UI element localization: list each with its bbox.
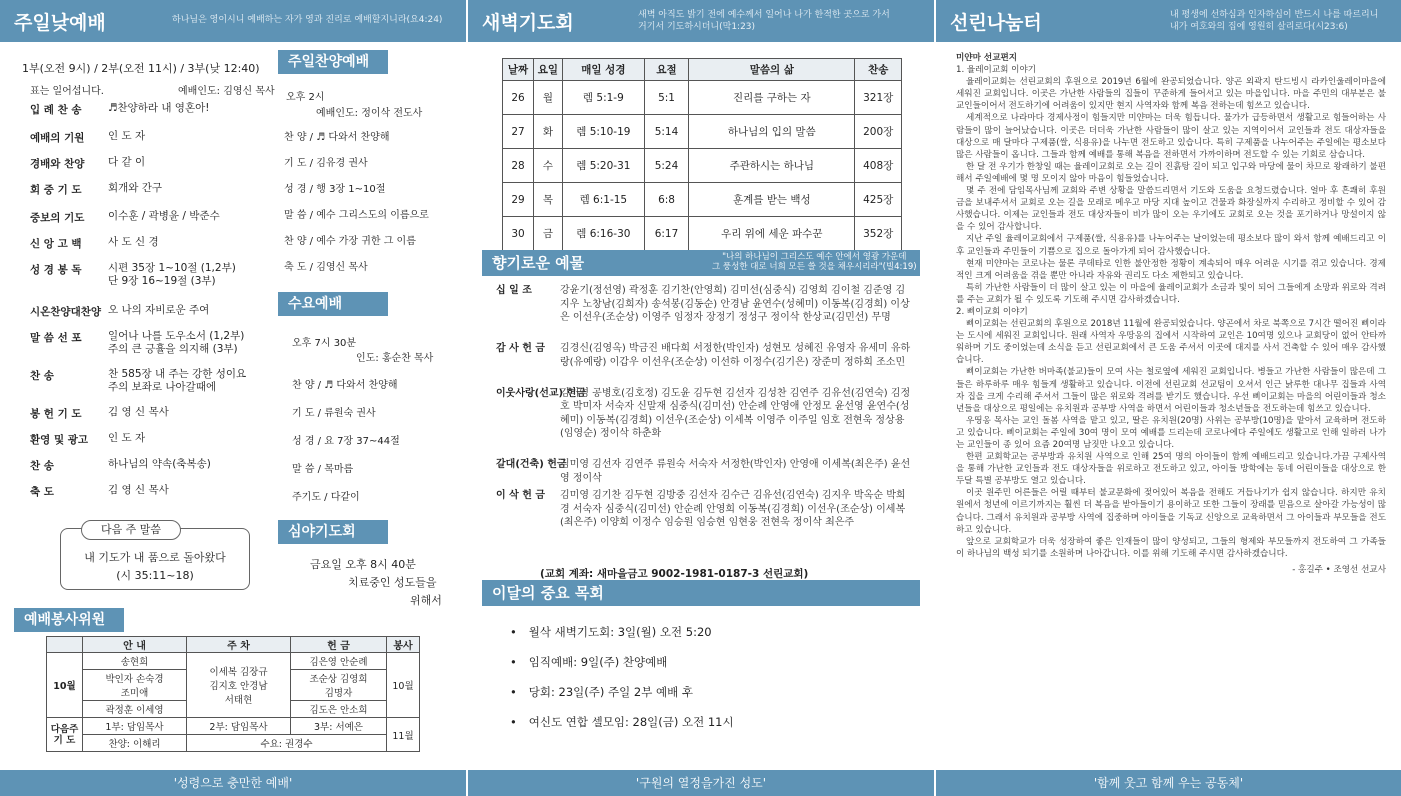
order-label: 예배의 기원: [30, 132, 85, 144]
offering-names: 강윤기(정선영) 곽정훈 김기찬(안영희) 김미선(심중식) 김영희 김이철 김준영 김지우 노창남(김희자) 송석봉(김동순) 안경남 윤연수(성혜미) 이동복(김경희) 이상은 이선우(조순상) 이영주 임정자 장정기 정성구 정이삭 한상교(김민선) 무명: [560, 285, 910, 323]
dawn-cell: 렘 5:1-9: [562, 81, 644, 115]
letter-p10: 우띵옹 목사는 교인 돌봄 사역을 맡고 있고, 딸은 유치원(20명) 사위는 공부방(10명)을 맡아서 교육하며 전도하고 있습니다. 삐이교회는 주일에 30여 명이 모여 예배를 드리는데 코로나에다 주일에도 생활고로 인해 일하러 나가는 교인들이 종 있어 요즘 20여명 남짓만 나오고 있습니다.: [956, 415, 1386, 450]
dawn-cell: 렘 6:1-15: [562, 183, 644, 217]
order-label: 중보의 기도: [30, 212, 85, 224]
volunteer-table: [46, 636, 420, 752]
order-value: ♬찬양하라 내 영혼아!: [108, 102, 210, 114]
dawn-cell: 27: [503, 115, 534, 149]
order-value: 김 영 신 목사: [108, 406, 169, 418]
dawn-table: [502, 58, 902, 251]
offering-item: [496, 458, 911, 485]
order-label: 찬 송: [30, 460, 54, 472]
order-value: 김 영 신 목사: [108, 484, 169, 496]
order-value: 인 도 자: [108, 432, 146, 444]
month-event: [510, 654, 667, 670]
dawn-cell: 30: [503, 217, 534, 251]
offering-label: 갈대(건축) 헌금: [496, 459, 567, 470]
month-event-text: 여신도 연합 셀모임: 28일(금) 오전 11시: [528, 715, 734, 729]
order-label: 축 도: [30, 486, 54, 498]
offering-bar: [482, 250, 920, 276]
letter-heading: 미얀마 선교편지: [956, 53, 1018, 63]
dawn-header: [468, 0, 934, 42]
dawn-head-cell: 날짜: [503, 59, 534, 81]
order-item: [30, 236, 270, 251]
dawn-cell: 408장: [855, 149, 902, 183]
mission-letter: [956, 52, 1386, 576]
account-info: (교회 계좌: 새마을금고 9002-1981-0187-3 선린교회): [540, 568, 809, 580]
letter-p9: 삐이교회는 가난한 버마족(불교)들이 모여 사는 철로옆에 세워진 교회입니다. 병들고 가난한 사람들이 많은데 그들은 하루하루 매우 힘들게 생활하고 있습니다. 이전에 선린교회 선교팀이 오셔서 인근 낡루한 대나무 집들과 사역자 집을 크게 수리해 주셔서 그들이 많은 위로와 격려를 받기도 했습니다. 우선 삐이교회는 마을의 어린이들과 청소년들을 대상으로 평일에는 유치원과 공부방 사역을 하면서 어린이들과 청소년들을 전도하는데 힘쓰고 있습니다.: [956, 367, 1386, 414]
order-value: 찬 585장 내 주는 강한 성이요 주의 보좌로 나아갈때에: [108, 368, 247, 393]
offering-item: [496, 387, 911, 441]
letter-section-1: 1. 율레이교회 이야기: [956, 65, 1037, 76]
praise-item: 말 씀 / 예수 그리스도의 이름으로: [284, 210, 429, 221]
order-item: [30, 182, 270, 197]
vol-next-5: 수요: 권경수: [187, 735, 387, 752]
night-line2: 치료중인 성도들을: [348, 576, 437, 589]
order-label: 환영 및 광고: [30, 434, 89, 446]
letter-p6: 현재 미얀마는 코로나는 물론 쿠데타로 인한 불안정한 정황이 계속되어 매우 어려운 시기를 겪고 있습니다. 경제적인 크게 어려움을 겪을 뿐만 아니라 자유와 권리도 다소 제한되고 있습니다.: [956, 258, 1386, 281]
vol-title: 예배봉사위원: [14, 608, 124, 632]
praise-item: 성 경 / 행 3장 1~10절: [284, 184, 386, 195]
wed-item: 주기도 / 다같이: [292, 492, 360, 503]
wed-item: 말 씀 / 목마름: [292, 464, 354, 475]
vol-service-2: 11월: [387, 718, 420, 752]
wed-item: 찬 양 / ♬ 다와서 찬양해: [292, 380, 398, 391]
dawn-cell: 200장: [855, 115, 902, 149]
sharing-title: 선린나눔터: [950, 12, 1042, 34]
dawn-cell: 금: [534, 217, 563, 251]
offering-verse: "나의 하나님이 그리스도 예수 안에서 영광 가운데 그 풍성한 대로 너희 모든 쓸 것을 채우시리라"(빌4:19): [712, 252, 917, 272]
order-label: 성 경 봉 독: [30, 264, 82, 276]
dawn-cell: 6:8: [644, 183, 688, 217]
vol-next-3: 3부: 서예은: [291, 718, 387, 735]
sunday-title: 주일낮예배: [14, 12, 106, 34]
praise-title: 주일찬양예배: [278, 50, 388, 74]
order-value: 하나님의 약속(축복송): [108, 458, 211, 470]
vol-service-1: 10월: [387, 653, 420, 718]
offering-names: 김미영 김기찬 김두현 김방중 김선자 김수근 김유선(김연숙) 김지우 박옥순 박희경 서숙자 심중식(김미선) 안순례 안영희 이동복(김경희) 이선우(조순상) 이세복(최은주) 이양희 이정수 임승원 임승현 임현웅 전현욱 정이삭 최은주: [560, 490, 906, 528]
letter-p12: 이곳 원주민 어른들은 어릴 때부터 불교문화에 젖어있어 복음을 전해도 거듭나기가 쉽지 않습니다. 하지만 유치원에서 청년에 이르기까지는 훨씬 더 복음을 받아들이기 용이하고 또한 그들이 장래를 믿음으로 살아갈 가능성이 많습니다. 그래서 유치원과 공부방 사역에 집중하며 아이들을 기독교 신앙으로 교육하면서 그 아이들과 부모들을 전도하고 있습니다.: [956, 488, 1386, 535]
dawn-cell: 화: [534, 115, 563, 149]
vol-head-parking: 주 차: [187, 637, 291, 653]
letter-p7: 특히 가난한 사람들이 더 많이 살고 있는 이 마을에 율레이교회가 소금과 빛이 되어 그들에게 소망과 위로와 격려를 주는 교회가 될 수 있도록 기도해 주시면 감사하겠습니다.: [956, 282, 1386, 305]
bullet-icon: •: [510, 655, 517, 669]
bullet-icon: •: [510, 715, 517, 729]
order-item: [30, 368, 270, 394]
next-sermon-box: [60, 523, 250, 590]
order-label: 신 앙 고 백: [30, 238, 82, 250]
order-item: [30, 406, 270, 421]
stand-note: 표는 일어섭니다.: [30, 86, 104, 97]
dawn-verse: 새벽 아직도 밝기 전에 예수께서 일어나 나가 한적한 곳으로 가서 거기서 기도하시더니(막1:23): [638, 10, 890, 32]
dawn-row: [503, 115, 902, 149]
wed-item: 성 경 / 요 7장 37~44절: [292, 436, 400, 447]
dawn-cell: 렘 5:20-31: [562, 149, 644, 183]
footer-3: '함께 웃고 함께 우는 공동체': [936, 770, 1401, 796]
order-item: [30, 210, 270, 225]
order-item: [30, 304, 270, 319]
letter-p13: 앞으로 교회학교가 더욱 성장하여 좋은 인재들이 많이 양성되고, 그들의 형제와 부모들까지 전도하여 그 가족들이 하나님의 백성 되기를 소원하며 나아갑니다. 이를 위해 기도해 주시면 감사하겠습니다.: [956, 536, 1386, 559]
offering-label: 십 일 조: [496, 285, 532, 296]
letter-p11: 한편 교회학교는 공부방과 유치원 사역으로 인해 25여 명의 아이들이 함께 예배드리고 있습니다.가끔 구제사역을 통해 가난한 교인들과 전도 대상자들을 위로하고 전도하고 있고, 아이들 방학에는 동네 어린이들을 대상으로 한 두달 특별 공부방도 열고 있습니다.: [956, 452, 1386, 487]
dawn-head-cell: 요절: [644, 59, 688, 81]
footer-2: '구원의 열정을가진 성도': [468, 770, 934, 796]
dawn-cell: 425장: [855, 183, 902, 217]
vol-usher-2: 박인자 손숙경 조미애: [83, 670, 187, 701]
vol-next-4: 찬양: 이해리: [83, 735, 187, 752]
vol-head-offering: 헌 금: [291, 637, 387, 653]
praise-item: 찬 양 / ♬ 다와서 찬양해: [284, 132, 390, 143]
order-value: 회개와 간구: [108, 182, 163, 194]
letter-signature: - 홍길주 • 조영선 선교사: [1292, 564, 1386, 575]
dawn-row: [503, 183, 902, 217]
dawn-cell: 월: [534, 81, 563, 115]
sunday-column: [0, 0, 466, 796]
order-item: [30, 432, 270, 447]
dawn-cell: 렘 5:10-19: [562, 115, 644, 149]
dawn-row: [503, 81, 902, 115]
order-value: 이수훈 / 곽병윤 / 박준수: [108, 210, 220, 222]
order-label: 봉 헌 기 도: [30, 408, 82, 420]
order-item: [30, 102, 270, 117]
month-event-text: 당회: 23일(주) 주일 2부 예배 후: [528, 685, 693, 699]
order-item: [30, 330, 270, 356]
wed-leader: 인도: 홍순찬 목사: [356, 353, 434, 364]
order-label: 입 례 찬 송: [30, 104, 82, 116]
dawn-cell: 렘 6:16-30: [562, 217, 644, 251]
vol-next-2: 2부: 담임목사: [187, 718, 291, 735]
night-title: 심야기도회: [278, 520, 388, 544]
night-line3: 위해서: [410, 594, 442, 607]
dawn-cell: 5:24: [644, 149, 688, 183]
order-value: 사 도 신 경: [108, 236, 159, 248]
vol-next-1: 1부: 담임목사: [83, 718, 187, 735]
wed-item: 기 도 / 류원숙 권사: [292, 408, 376, 419]
vol-month: 10월: [47, 653, 83, 718]
dawn-cell: 26: [503, 81, 534, 115]
offering-title: 향기로운 예물: [492, 254, 585, 272]
praise-time: 오후 2시: [286, 92, 325, 103]
letter-p3: 한 달 전 우기가 한창일 때는 율레이교회로 오는 길이 진흙탕 길이 되고 입구와 마당에 물이 차므로 왕래하기 불편해서 주일예배에 몇 명 모이지 않아 마음이 힘들었습니다.: [956, 161, 1387, 184]
order-label: 시온찬양대찬양: [30, 306, 102, 318]
letter-p2: 세계적으로 나라마다 경제사정이 힘들지만 미얀마는 더욱 힘듭니다. 물가가 급등하면서 생활고로 힘들어하는 사람들이 많이 늘어났습니다. 이곳은 더더욱 가난한 사람들이 많이 살고 있는 지역이어서 교인들과 전도 대상자들을 대상으로 매 달마다 구제품(쌀, 식용유)을 나누면 전도하고 있습니다. 특히 구제품을 나누어주는 주일에는 평소보다 많은 사람들이 옵니다. 그들과 함께 예배를 통해 복음을 전하면서 가까이하며 전도할 수 있는 기회로 삼습니다.: [956, 113, 1386, 160]
order-value: 인 도 자: [108, 130, 146, 142]
bullet-icon: •: [510, 685, 517, 699]
offering-label: 이웃사랑(선교) 헌금: [496, 387, 586, 399]
wed-time: 오후 7시 30분: [292, 338, 357, 349]
vol-head-service: 봉사: [387, 637, 420, 653]
sharing-verse: 내 평생에 선하심과 인자하심이 반드시 나를 따르리니 내가 여호와의 집에 영원히 살리로다(시23:6): [1170, 10, 1379, 32]
offering-names: 김미영 김선자 김연주 류원숙 서숙자 서정한(박인자) 안영애 이세복(최은주) 윤선영 정이삭: [560, 459, 911, 484]
letter-section-2: 2. 삐이교회 이야기: [956, 306, 1028, 317]
praise-item: 축 도 / 김영신 목사: [284, 262, 368, 273]
dawn-cell: 5:1: [644, 81, 688, 115]
dawn-cell: 6:17: [644, 217, 688, 251]
letter-p4: 몇 주 전에 담임목사님께 교회와 주변 상황을 말씀드리면서 기도와 도움을 요청드렸습니다. 얼마 후 흔쾌히 후원금을 보내주셔서 교회로 오는 길을 모래로 메우고 마당 지대 높이고 건물과 화장실까지 수리하고 정비할 수 있어 감사했습니다. 이제는 교인들과 전도 대상자들이 비가 많이 오는 우기에도 교회로 오는 것을 포기하거나 망설이지 않을 수 있어 감사합니다.: [956, 186, 1386, 233]
offering-item: [496, 489, 911, 530]
order-label: 경배와 찬양: [30, 158, 85, 170]
next-sermon-title: 내 기도가 내 품으로 돌아왔다: [84, 551, 226, 564]
dawn-title: 새벽기도회: [482, 12, 574, 34]
letter-p5: 지난 주일 율레이교회에서 구제품(쌀, 식용유)를 나누어주는 날이었는데 평소보다 많이 와서 함께 예배드리고 이후 교인들과 주민들이 기쁨으로 집으로 돌아가게 되어 감사했습니다.: [956, 234, 1386, 257]
praise-item: 찬 양 / 예수 가장 귀한 그 이름: [284, 236, 416, 247]
dawn-cell: 29: [503, 183, 534, 217]
month-title: 이달의 중요 목회: [482, 580, 920, 606]
dawn-cell: 훈계를 받는 백성: [689, 183, 855, 217]
dawn-cell: 352장: [855, 217, 902, 251]
order-label: 말 씀 선 포: [30, 332, 82, 344]
sharing-header: [936, 0, 1401, 42]
month-event: [510, 624, 712, 640]
sunday-header: [0, 0, 466, 42]
dawn-cell: 321장: [855, 81, 902, 115]
offering-item: [496, 342, 911, 369]
order-item: [30, 458, 270, 473]
dawn-cell: 5:14: [644, 115, 688, 149]
order-value: 오 나의 자비로운 주여: [108, 304, 210, 316]
letter-p8: 삐이교회는 선린교회의 후원으로 2018년 11월에 완공되었습니다. 양곤에서 차로 북쪽으로 7시간 떨어진 삐이라는 도시에 세워진 교회입니다. 원래 사역자 우땅옹의 집에서 시작하여 교인은 10여명 있으나 교회당이 없어 안타까워하며 기도 중이었는데 소식을 듣고 선린교회에서 큰 도움 주셔서 이곳에 대지를 사서 건축할 수 있어 매우 감사했습니다.: [956, 319, 1386, 366]
vol-offering-1: 김은영 안순례: [291, 653, 387, 670]
night-line1: 금요일 오후 8시 40분: [310, 558, 416, 571]
vol-offering-3: 김도은 안소희: [291, 701, 387, 718]
order-value: 시편 35장 1~10절 (1,2부) 단 9장 16~19절 (3부): [108, 262, 236, 287]
praise-leader: 예배인도: 정이삭 전도사: [316, 108, 423, 119]
dawn-cell: 진리를 구하는 자: [689, 81, 855, 115]
offering-item: [496, 284, 911, 325]
month-event: [510, 684, 693, 700]
dawn-cell: 수: [534, 149, 563, 183]
dawn-head-cell: 말씀의 삶: [689, 59, 855, 81]
praise-item: 기 도 / 김유경 권사: [284, 158, 368, 169]
month-event: [510, 714, 734, 730]
dawn-cell: 하나님의 입의 말씀: [689, 115, 855, 149]
dawn-cell: 주관하시는 하나님: [689, 149, 855, 183]
service-times: 1부(오전 9시) / 2부(오전 11시) / 3부(낮 12:40): [22, 62, 260, 75]
dawn-head-cell: 요일: [534, 59, 563, 81]
offering-names: 김경신(김영옥) 박금진 배다희 서정한(박인자) 성현모 성혜진 유영자 유세미 유하랑(유예랑) 이갑우 이선우(조순상) 이선하 이정수(김기은) 장준미 정하희 조소민: [560, 343, 911, 368]
next-sermon-ref: (시 35:11~18): [116, 569, 194, 582]
order-label: 찬 송: [30, 370, 54, 382]
order-value: 다 같 이: [108, 156, 146, 168]
order-value: 일어나 나를 도우소서 (1,2부) 주의 큰 긍휼을 의지해 (3부): [108, 330, 245, 355]
next-sermon-label: 다음 주 말씀: [81, 520, 181, 540]
dawn-cell: 우리 위에 세운 파수꾼: [689, 217, 855, 251]
dawn-cell: 목: [534, 183, 563, 217]
sunday-verse: 하나님은 영이시니 예배하는 자가 영과 진리로 예배할지니라(요4:24): [172, 15, 443, 25]
order-label: 회 중 기 도: [30, 184, 82, 196]
offering-label: 이 삭 헌 금: [496, 490, 546, 501]
vol-parking: 이세복 김장규 김지호 안경남 서태현: [187, 653, 291, 718]
dawn-row: [503, 217, 902, 251]
sunday-leader: 예배인도: 김영신 목사: [178, 86, 275, 97]
order-item: [30, 484, 270, 499]
bullet-icon: •: [510, 625, 517, 639]
offering-names: 김미영 공병호(김호정) 김도윤 김두현 김선자 김성찬 김연주 김유선(김연숙) 김정호 박미자 서숙자 신말재 심중식(김미선) 안순례 안영애 안정모 윤선영 윤연수(성혜미) 이동복(김경희) 이선우(조순상) 이세복 이영주 이주일 임호 전현욱 정상용(임영순) 정이삭 하춘화: [560, 387, 911, 439]
dawn-head-cell: 매일 성경: [562, 59, 644, 81]
dawn-head-cell: 찬송: [855, 59, 902, 81]
wed-title: 수요예배: [278, 292, 388, 316]
vol-usher-3: 곽정훈 이세영: [83, 701, 187, 718]
vol-next-prayer: 다음주 기 도: [47, 718, 83, 752]
order-item: [30, 130, 270, 145]
order-item: [30, 156, 270, 171]
vol-usher-1: 송현희: [83, 653, 187, 670]
month-event-text: 월삭 새벽기도회: 3일(월) 오전 5:20: [528, 625, 712, 639]
order-item: [30, 262, 270, 288]
letter-p1: 율레이교회는 선린교회의 후원으로 2019년 6월에 완공되었습니다. 양곤 외곽지 탄드빙시 라카인울레이마을에 세워진 교회입니다. 이곳은 가난한 사람들의 집들이 꾸준하게 들어서고 있는 마을입니다. 마을 주민의 대부분은 불교인들이어서 전도하기에 어려움이 있지만 현지 사역자와 함께 복음 전하는데 힘쓰고 있습니다.: [956, 77, 1386, 112]
dawn-row: [503, 149, 902, 183]
month-event-text: 임직예배: 9일(주) 찬양예배: [528, 655, 668, 669]
dawn-cell: 28: [503, 149, 534, 183]
vol-head-usher: 안 내: [83, 637, 187, 653]
offering-label: 감 사 헌 금: [496, 343, 546, 354]
footer-1: '성령으로 충만한 예배': [0, 770, 466, 796]
vol-offering-2: 조순상 김영희 김명자: [291, 670, 387, 701]
